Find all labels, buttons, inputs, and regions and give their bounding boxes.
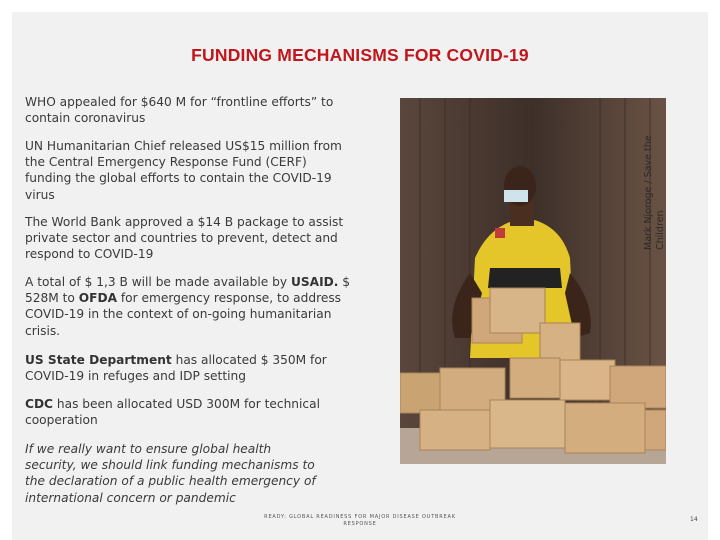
cdc-text: has been allocated USD 300M for technical cooperation <box>25 397 320 428</box>
paragraph-world-bank: The World Bank approved a $14 B package to assist private sector and countries to prevent, detect and respond to COVID-19 <box>25 215 344 262</box>
usaid-label: USAID. <box>290 275 339 289</box>
photo-aid-worker-boxes <box>400 98 666 464</box>
usaid-text-pre: A total of $ 1,3 B will be made available by <box>25 275 291 289</box>
photo-credit <box>643 98 667 250</box>
paragraph-cerf-funding: UN Humanitarian Chief released US$15 million from the Central Emergency Response Fund (CERF) funding the global efforts to contain the COVID-19 virus <box>25 139 342 202</box>
cdc-label: CDC <box>25 397 54 411</box>
ofda-label: OFDA <box>78 291 118 306</box>
paragraph-who-appeal: WHO appealed for $640 M for “frontline efforts” to contain coronavirus <box>25 95 334 126</box>
footer-text: READY: GLOBAL READINESS FOR MAJOR DISEASE OUTBREAK RESPONSE <box>264 514 456 527</box>
photo-illustration <box>400 98 666 464</box>
photo-credit-text: Mark Njoroge / Save the Children <box>643 135 666 250</box>
paragraph-state-department <box>25 352 330 384</box>
slide-title: FUNDING MECHANISMS FOR COVID-19 <box>191 45 529 65</box>
page-number: 14 <box>690 516 698 523</box>
usaid-text-mid: $ 528M to <box>25 275 350 306</box>
state-department-label: US State Department <box>25 353 172 367</box>
paragraph-usaid <box>25 274 355 339</box>
state-department-text: has allocated $ 350M for COVID-19 in refuges and IDP setting <box>25 353 327 384</box>
paragraph-conclusion: If we really want to ensure global health security, we should link funding mechanisms to the declaration of a public health emergency of international concern or pandemic <box>25 442 316 505</box>
usaid-text-post: for emergency response, to address COVID-19 in the context of on-going humanitarian crisis. <box>25 291 342 338</box>
paragraph-cdc <box>25 396 330 428</box>
